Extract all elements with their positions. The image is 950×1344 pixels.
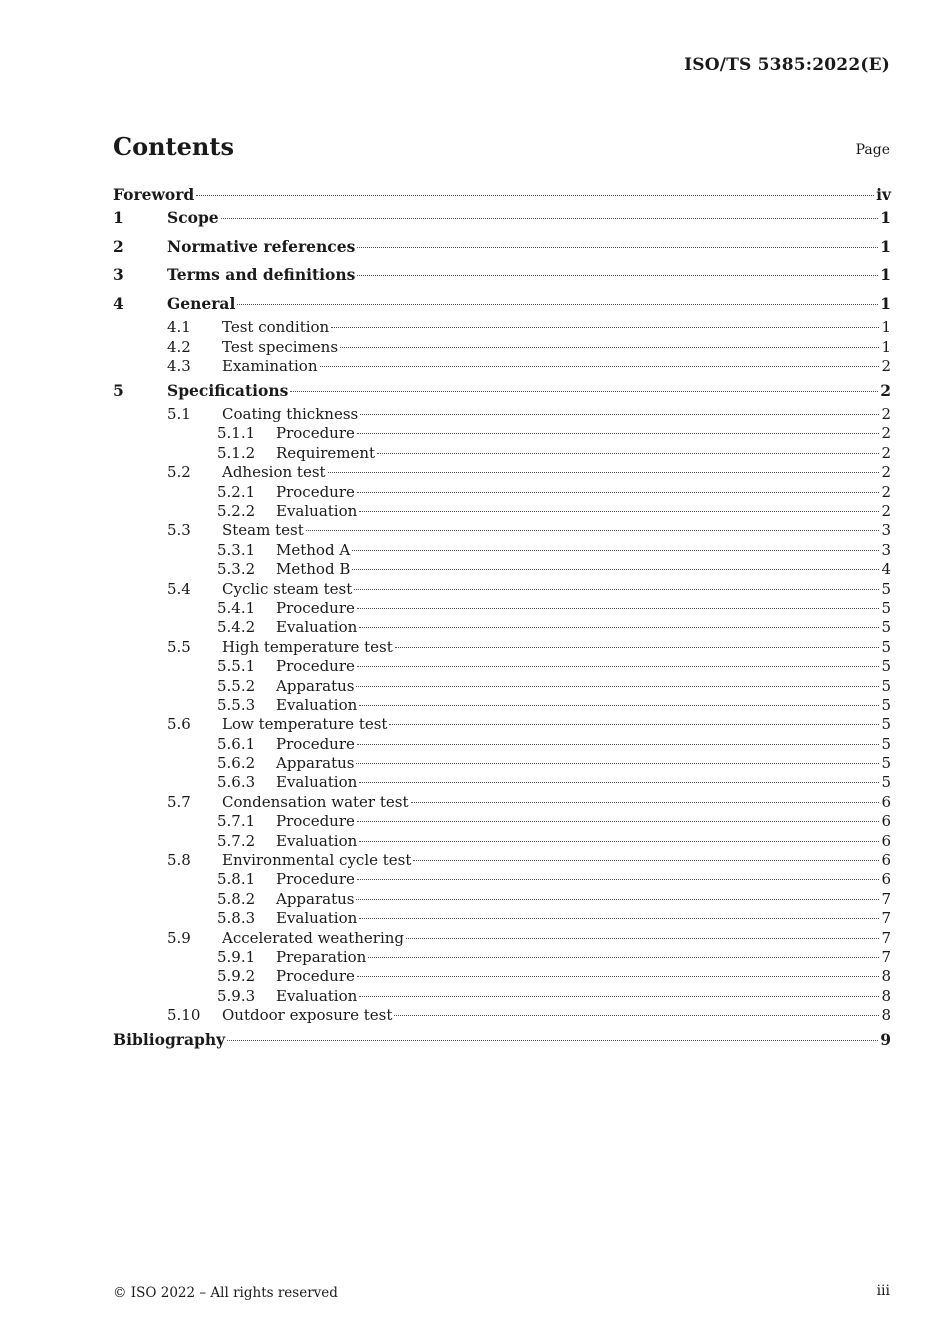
- toc-entry[interactable]: [113, 832, 891, 851]
- toc-entry[interactable]: [113, 357, 891, 376]
- toc-entry[interactable]: [113, 1006, 891, 1025]
- toc-entry[interactable]: [113, 204, 891, 233]
- toc-entry-page: 9: [880, 1029, 891, 1049]
- toc-entry-page: 7: [881, 928, 891, 947]
- toc-entry-title: Low temperature test: [222, 715, 388, 734]
- toc-entry[interactable]: [113, 890, 891, 909]
- toc-entry-page: 5: [881, 734, 891, 753]
- toc-entry-page: 1: [881, 318, 891, 337]
- toc-entry-number: 5.2: [167, 463, 191, 482]
- toc-entry-title: Bibliography: [113, 1029, 226, 1049]
- toc-entry-number: 4: [113, 293, 124, 313]
- toc-entry-number: 2: [113, 236, 124, 256]
- toc-entry[interactable]: [113, 580, 891, 599]
- toc-entry[interactable]: [113, 909, 891, 928]
- toc-dot-leader: [331, 327, 879, 328]
- toc-entry-page: 2: [881, 405, 891, 424]
- toc-entry-number: 5.8.2: [217, 889, 256, 908]
- toc-dot-leader: [352, 569, 879, 570]
- toc-entry-page: iv: [876, 185, 891, 204]
- toc-entry-number: 5.3.2: [217, 560, 256, 579]
- toc-dot-leader: [352, 550, 879, 551]
- toc-dot-leader: [290, 391, 878, 392]
- toc-entry-number: 5.2.2: [217, 502, 256, 521]
- toc-dot-leader: [357, 608, 880, 609]
- toc-entry-page: 5: [881, 715, 891, 734]
- toc-entry-number: 4.2: [167, 337, 191, 356]
- toc-entry-number: 5.4: [167, 579, 191, 598]
- toc-entry[interactable]: [113, 233, 891, 262]
- page-column-label: Page: [855, 142, 890, 158]
- toc-entry-number: 5.4.1: [217, 598, 256, 617]
- toc-entry[interactable]: [113, 1026, 891, 1055]
- toc-entry-title: Examination: [222, 357, 318, 376]
- toc-entry-number: 5.5: [167, 637, 191, 656]
- toc-entry-page: 2: [881, 463, 891, 482]
- toc-entry-page: 6: [881, 812, 891, 831]
- toc-entry-number: 5.9.3: [217, 986, 256, 1005]
- toc-entry-title: Cyclic steam test: [222, 579, 353, 598]
- toc-entry-number: 4.1: [167, 318, 191, 337]
- toc-dot-leader: [237, 304, 878, 305]
- toc-entry-page: 4: [881, 560, 891, 579]
- toc-entry[interactable]: [113, 870, 891, 889]
- toc-entry-title: Adhesion test: [222, 463, 326, 482]
- toc-entry-page: 5: [881, 676, 891, 695]
- toc-entry-page: 5: [881, 618, 891, 637]
- toc-entry[interactable]: [113, 967, 891, 986]
- toc-entry[interactable]: [113, 793, 891, 812]
- toc-entry-page: 1: [881, 337, 891, 356]
- toc-dot-leader: [406, 938, 879, 939]
- toc-entry-title: Procedure: [276, 657, 355, 676]
- toc-dot-leader: [413, 860, 879, 861]
- toc-entry-title: Evaluation: [276, 831, 358, 850]
- toc-entry-page: 3: [881, 521, 891, 540]
- toc-entry-number: 4.3: [167, 357, 191, 376]
- toc-entry-title: High temperature test: [222, 637, 393, 656]
- toc-entry-number: 5.8.1: [217, 870, 256, 889]
- toc-entry-title: Procedure: [276, 812, 355, 831]
- toc-entry-page: 5: [881, 773, 891, 792]
- toc-entry-title: Evaluation: [276, 695, 358, 714]
- toc-entry-title: Procedure: [276, 424, 355, 443]
- toc-entry[interactable]: [113, 812, 891, 831]
- toc-entry-title: Method B: [276, 560, 351, 579]
- toc-dot-leader: [357, 666, 880, 667]
- toc-dot-leader: [356, 899, 879, 900]
- toc-entry-title: Foreword: [113, 185, 195, 204]
- toc-dot-leader: [359, 627, 879, 628]
- toc-entry[interactable]: [113, 754, 891, 773]
- toc-entry-title: Evaluation: [276, 986, 358, 1005]
- toc-entry-number: 3: [113, 265, 124, 285]
- toc-entry-page: 2: [881, 502, 891, 521]
- toc-dot-leader: [357, 744, 880, 745]
- page-number: iii: [876, 1283, 890, 1299]
- toc-entry-page: 8: [881, 967, 891, 986]
- toc-entry-title: Test condition: [222, 318, 330, 337]
- toc-dot-leader: [227, 1040, 878, 1041]
- toc-dot-leader: [359, 918, 879, 919]
- toc-entry-title: Accelerated weathering: [222, 928, 405, 947]
- toc-entry-title: Coating thickness: [222, 405, 359, 424]
- toc-dot-leader: [359, 782, 879, 783]
- toc-entry-page: 5: [881, 598, 891, 617]
- toc-dot-leader: [357, 976, 880, 977]
- toc-entry-number: 5.6: [167, 715, 191, 734]
- toc-entry[interactable]: [113, 948, 891, 967]
- toc-entry-number: 5.6.2: [217, 754, 256, 773]
- toc-entry-number: 5.8: [167, 851, 191, 870]
- toc-entry-page: 5: [881, 657, 891, 676]
- toc-entry[interactable]: [113, 377, 891, 406]
- toc-entry-number: 5.10: [167, 1006, 201, 1025]
- toc-dot-leader: [360, 414, 879, 415]
- toc-entry-page: 1: [880, 293, 891, 313]
- toc-entry-title: Normative references: [167, 236, 356, 256]
- toc-entry-number: 5.5.3: [217, 695, 256, 714]
- toc-entry-page: 2: [881, 424, 891, 443]
- toc-entry-number: 5.1.1: [217, 424, 256, 443]
- toc-entry-title: Specifications: [167, 380, 289, 400]
- toc-entry-page: 6: [881, 870, 891, 889]
- toc-entry-title: Evaluation: [276, 909, 358, 928]
- toc-entry-number: 5.5.2: [217, 676, 256, 695]
- toc-entry-title: Apparatus: [276, 676, 355, 695]
- toc-entry[interactable]: [113, 696, 891, 715]
- toc-entry[interactable]: [113, 851, 891, 870]
- toc-entry-title: Method A: [276, 540, 351, 559]
- toc-entry-number: 5: [113, 380, 124, 400]
- toc-entry-page: 1: [880, 236, 891, 256]
- toc-entry-number: 5.3.1: [217, 540, 256, 559]
- toc-entry-number: 5.7: [167, 792, 191, 811]
- toc-entry-page: 6: [881, 831, 891, 850]
- toc-dot-leader: [357, 433, 880, 434]
- toc-entry-number: 5.5.1: [217, 657, 256, 676]
- toc-entry-number: 5.1.2: [217, 443, 256, 462]
- toc-dot-leader: [221, 218, 879, 219]
- toc-entry-title: Scope: [167, 208, 219, 228]
- toc-entry-number: 5.4.2: [217, 618, 256, 637]
- toc-entry-number: 5.8.3: [217, 909, 256, 928]
- toc-entry[interactable]: [113, 929, 891, 948]
- toc-entry-page: 6: [881, 792, 891, 811]
- toc-entry[interactable]: [113, 502, 891, 521]
- toc-dot-leader: [394, 1015, 879, 1016]
- toc-dot-leader: [357, 275, 878, 276]
- toc-entry-title: Procedure: [276, 482, 355, 501]
- toc-entry-title: Apparatus: [276, 754, 355, 773]
- toc-entry[interactable]: [113, 677, 891, 696]
- toc-entry-title: Test specimens: [222, 337, 339, 356]
- toc-entry[interactable]: [113, 261, 891, 290]
- table-of-contents: [113, 185, 891, 1054]
- toc-entry-page: 2: [880, 380, 891, 400]
- toc-entry[interactable]: [113, 483, 891, 502]
- toc-entry-page: 2: [881, 357, 891, 376]
- toc-entry[interactable]: [113, 599, 891, 618]
- toc-dot-leader: [411, 802, 880, 803]
- toc-entry-title: Procedure: [276, 967, 355, 986]
- toc-dot-leader: [357, 879, 880, 880]
- toc-entry-title: Steam test: [222, 521, 304, 540]
- toc-dot-leader: [340, 347, 879, 348]
- toc-entry[interactable]: [113, 405, 891, 424]
- toc-entry-page: 2: [881, 443, 891, 462]
- toc-entry-page: 7: [881, 889, 891, 908]
- toc-entry[interactable]: [113, 541, 891, 560]
- toc-entry-page: 8: [881, 1006, 891, 1025]
- toc-entry[interactable]: [113, 987, 891, 1006]
- toc-entry-page: 8: [881, 986, 891, 1005]
- toc-entry-number: 5.6.1: [217, 734, 256, 753]
- toc-dot-leader: [395, 647, 880, 648]
- toc-entry-title: Terms and definitions: [167, 265, 356, 285]
- toc-dot-leader: [356, 686, 879, 687]
- toc-entry-title: Evaluation: [276, 618, 358, 637]
- toc-entry-number: 5.9.1: [217, 948, 256, 966]
- toc-entry[interactable]: [113, 638, 891, 657]
- toc-dot-leader: [359, 841, 879, 842]
- toc-entry-title: Condensation water test: [222, 792, 409, 811]
- toc-entry[interactable]: [113, 185, 891, 204]
- toc-entry-number: 5.9.2: [217, 967, 256, 986]
- toc-entry-page: 1: [880, 208, 891, 228]
- toc-entry-number: 5.2.1: [217, 482, 256, 501]
- toc-entry[interactable]: [113, 444, 891, 463]
- toc-entry[interactable]: [113, 290, 891, 319]
- toc-entry-number: 5.1: [167, 405, 191, 424]
- toc-dot-leader: [328, 472, 880, 473]
- toc-entry[interactable]: [113, 521, 891, 540]
- toc-entry-title: Apparatus: [276, 889, 355, 908]
- toc-dot-leader: [196, 195, 874, 196]
- toc-dot-leader: [357, 492, 880, 493]
- toc-entry[interactable]: [113, 735, 891, 754]
- toc-entry[interactable]: [113, 773, 891, 792]
- toc-entry[interactable]: [113, 560, 891, 579]
- toc-dot-leader: [320, 366, 880, 367]
- toc-entry[interactable]: [113, 338, 891, 357]
- toc-entry[interactable]: [113, 463, 891, 482]
- toc-entry-number: 5.7.1: [217, 812, 256, 831]
- toc-entry[interactable]: [113, 318, 891, 337]
- toc-entry-title: Requirement: [276, 443, 376, 462]
- toc-dot-leader: [306, 530, 880, 531]
- toc-entry-title: Evaluation: [276, 773, 358, 792]
- toc-entry-page: 5: [881, 579, 891, 598]
- toc-entry[interactable]: [113, 715, 891, 734]
- toc-entry-number: 5.7.2: [217, 831, 256, 850]
- toc-entry-page: 5: [881, 695, 891, 714]
- toc-entry-page: 3: [881, 540, 891, 559]
- toc-entry-page: 1: [880, 265, 891, 285]
- toc-dot-leader: [354, 589, 879, 590]
- toc-dot-leader: [356, 763, 879, 764]
- document-id: ISO/TS 5385:2022(E): [684, 55, 890, 75]
- toc-entry-page: 5: [881, 754, 891, 773]
- toc-entry[interactable]: [113, 618, 891, 637]
- contents-heading: Contents: [113, 132, 234, 161]
- toc-dot-leader: [359, 996, 879, 997]
- copyright-notice: © ISO 2022 – All rights reserved: [113, 1285, 338, 1301]
- toc-entry-title: Procedure: [276, 870, 355, 889]
- toc-dot-leader: [357, 821, 880, 822]
- toc-entry[interactable]: [113, 424, 891, 443]
- toc-entry-page: 7: [881, 948, 891, 966]
- toc-entry-title: Procedure: [276, 734, 355, 753]
- toc-entry-page: 5: [881, 637, 891, 656]
- toc-entry-number: 5.3: [167, 521, 191, 540]
- toc-entry-page: 7: [881, 909, 891, 928]
- toc-dot-leader: [359, 511, 879, 512]
- toc-entry-title: Outdoor exposure test: [222, 1006, 393, 1025]
- toc-dot-leader: [389, 724, 879, 725]
- toc-entry-page: 2: [881, 482, 891, 501]
- toc-entry-title: Evaluation: [276, 502, 358, 521]
- toc-entry-title: Procedure: [276, 598, 355, 617]
- toc-dot-leader: [377, 453, 879, 454]
- toc-dot-leader: [368, 957, 879, 958]
- toc-entry-page: 6: [881, 851, 891, 870]
- toc-entry-number: 1: [113, 208, 124, 228]
- toc-dot-leader: [357, 247, 878, 248]
- toc-entry[interactable]: [113, 657, 891, 676]
- toc-entry-title: Preparation: [276, 948, 367, 966]
- toc-entry-title: Environmental cycle test: [222, 851, 412, 870]
- toc-dot-leader: [359, 705, 879, 706]
- toc-entry-title: General: [167, 293, 236, 313]
- toc-entry-number: 5.9: [167, 928, 191, 947]
- toc-entry-number: 5.6.3: [217, 773, 256, 792]
